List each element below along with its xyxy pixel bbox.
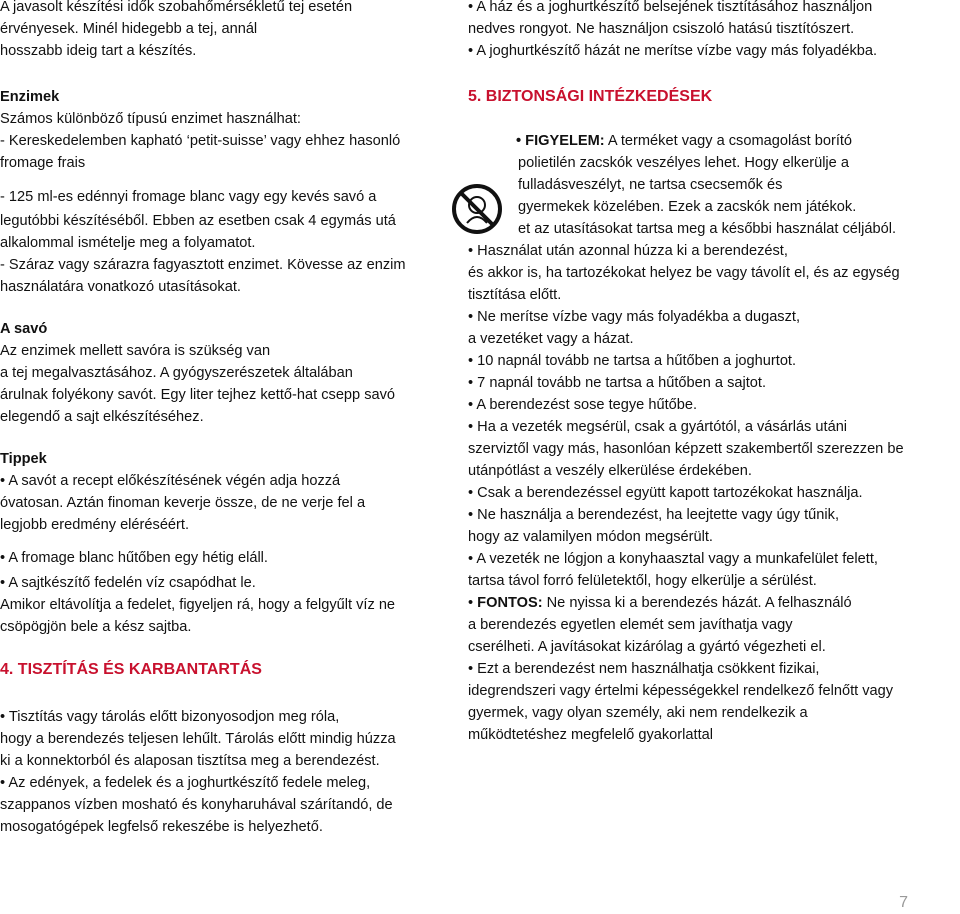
cleaning-line: • A ház és a joghurtkészítő belsejének tisztításához használjon — [468, 0, 873, 15]
savo-heading: A savó — [0, 321, 48, 337]
fontos-line: idegrendszeri vagy értelmi képességekkel rendelkező felnőtt vagy — [468, 683, 894, 699]
safety-line: • 7 napnál tovább ne tartsa a hűtőben a sajtot. — [468, 375, 767, 391]
no-child-warning-icon — [451, 183, 503, 235]
cleaning-line: mosogatógépek legfelső rekeszébe is helyezhető. — [0, 819, 323, 835]
savo-line: elegendő a sajt elkészítéséhez. — [0, 409, 204, 425]
cleaning-line: nedves rongyot. Ne használjon csiszoló hatású tisztítószert. — [468, 21, 855, 37]
warning-line: fulladásveszélyt, ne tartsa csecsemők és — [518, 177, 783, 193]
safety-line: • Csak a berendezéssel együtt kapott tartozékokat használja. — [468, 485, 863, 501]
warning-text: A terméket vagy a csomagolást borító — [604, 133, 853, 149]
warning-line: et az utasításokat tartsa meg a későbbi használat céljából. — [518, 221, 897, 237]
intro-line: hosszabb ideig tart a készítés. — [0, 43, 197, 59]
warning-line: polietilén zacskók veszélyes lehet. Hogy elkerülje a — [518, 155, 849, 171]
fontos-line: • Ezt a berendezést nem használhatja csökkent fizikai, — [468, 661, 820, 677]
enzimek-heading: Enzimek — [0, 89, 60, 105]
safety-line: • Ne merítse vízbe vagy más folyadékba a dugaszt, — [468, 309, 801, 325]
safety-line: a vezetéket vagy a házat. — [468, 331, 634, 347]
enzimek-line: Számos különböző típusú enzimet használhat: — [0, 111, 301, 127]
fontos-line: működtetéshez megfelelő gyakorlattal — [468, 727, 713, 743]
safety-line: hogy az valamilyen módon megsérült. — [468, 529, 713, 545]
savo-line: a tej megalvasztásához. A gyógyszerészetek általában — [0, 365, 353, 381]
column-gap — [436, 205, 450, 257]
enzimek-line: alkalommal ismételje meg a folyamatot. — [0, 235, 256, 251]
enzimek-line: fromage frais — [0, 155, 86, 171]
enzimek-line: - Száraz vagy szárazra fagyasztott enzimet. Kövesse az enzim — [0, 257, 406, 273]
cleaning-line: • Az edények, a fedelek és a joghurtkészítő fedele meleg, — [0, 775, 371, 791]
section-5-heading: 5. BIZTONSÁGI INTÉZKEDÉSEK — [468, 88, 713, 105]
tippek-line: • A savót a recept előkészítésének végén adja hozzá — [0, 473, 341, 489]
page-number: 7 — [899, 894, 908, 911]
savo-line: Az enzimek mellett savóra is szükség van — [0, 343, 271, 359]
fontos-text: Ne nyissa ki a berendezés házát. A felhasználó — [542, 595, 852, 611]
safety-line: és akkor is, ha tartozékokat helyez be vagy távolít el, és az egység — [468, 265, 900, 281]
warning-line: gyermekek közelében. Ezek a zacskók nem játékok. — [518, 199, 857, 215]
fontos-line — [468, 593, 852, 613]
safety-line: tartsa távol forró felületektől, hogy elkerülje a sérülést. — [468, 573, 817, 589]
warning-bullet: • — [516, 133, 526, 149]
safety-line: utánpótlást a veszély elkerülése érdekében. — [468, 463, 752, 479]
savo-line: árulnak folyékony savót. Egy liter tejhez kettő-hat csepp savó — [0, 387, 396, 403]
safety-line: • Ne használja a berendezést, ha leejtette vagy úgy tűnik, — [468, 507, 839, 523]
safety-line: szerviztől vagy más, hasonlóan képzett szakembertől szerezzen be — [468, 441, 904, 457]
enzimek-line: használatára vonatkozó utasításokat. — [0, 279, 241, 295]
enzimek-line: - 125 ml-es edénnyi fromage blanc vagy egy kevés savó a — [0, 189, 377, 205]
fontos-bullet: • — [468, 595, 478, 611]
fontos-line: gyermek, vagy olyan személy, aki nem rendelkezik a — [468, 705, 808, 721]
safety-line: • Használat után azonnal húzza ki a berendezést, — [468, 243, 788, 259]
safety-line: • A vezeték ne lógjon a konyhaasztal vagy a munkafelület felett, — [468, 551, 878, 567]
intro-line: A javasolt készítési idők szobahőmérsékletű tej esetén — [0, 0, 353, 15]
tippek-line: óvatosan. Aztán finoman keverje össze, de ne verje fel a — [0, 495, 366, 511]
fontos-line: a berendezés egyetlen elemét sem javíthatja vagy — [468, 617, 793, 633]
tippek-line: • A sajtkészítő fedelén víz csapódhat le. — [0, 575, 256, 591]
cleaning-line: • Tisztítás vagy tárolás előtt bizonyosodjon meg róla, — [0, 709, 340, 725]
intro-line: érvényesek. Minél hidegebb a tej, annál — [0, 21, 258, 37]
fontos-line: cserélheti. A javításokat kizárólag a gyártó végezheti el. — [468, 639, 826, 655]
cleaning-line: hogy a berendezés teljesen lehűlt. Tárolás előtt mindig húzza — [0, 731, 396, 747]
tippek-line: Amikor eltávolítja a fedelet, figyeljen rá, hogy a felgyűlt víz ne — [0, 597, 396, 613]
warning-line — [516, 131, 852, 151]
enzimek-line: legutóbbi készítéséből. Ebben az esetben csak 4 egymás utá — [0, 213, 396, 229]
safety-line: • 10 napnál tovább ne tartsa a hűtőben a joghurtot. — [468, 353, 797, 369]
tippek-line: • A fromage blanc hűtőben egy hétig eláll. — [0, 550, 268, 566]
cleaning-line: szappanos vízben mosható és konyharuhával szárítandó, de — [0, 797, 393, 813]
safety-line: tisztítása előtt. — [468, 287, 562, 303]
safety-line: • A berendezést sose tegye hűtőbe. — [468, 397, 698, 413]
enzimek-line: - Kereskedelemben kapható ‘petit-suisse’ vagy ehhez hasonló — [0, 133, 401, 149]
cleaning-line: • A joghurtkészítő házát ne merítse vízbe vagy más folyadékba. — [468, 43, 878, 59]
section-4-heading: 4. TISZTÍTÁS ÉS KARBANTARTÁS — [0, 661, 262, 678]
tippek-line: csöpögjön bele a kész sajtba. — [0, 619, 192, 635]
tippek-heading: Tippek — [0, 451, 47, 467]
warning-label: FIGYELEM: — [525, 133, 605, 149]
fontos-label: FONTOS: — [477, 595, 543, 611]
safety-line: • Ha a vezeték megsérül, csak a gyártótól, a vásárlás utáni — [468, 419, 848, 435]
cleaning-line: ki a konnektorból és alaposan tisztítsa meg a berendezést. — [0, 753, 380, 769]
tippek-line: legjobb eredmény eléréséért. — [0, 517, 190, 533]
